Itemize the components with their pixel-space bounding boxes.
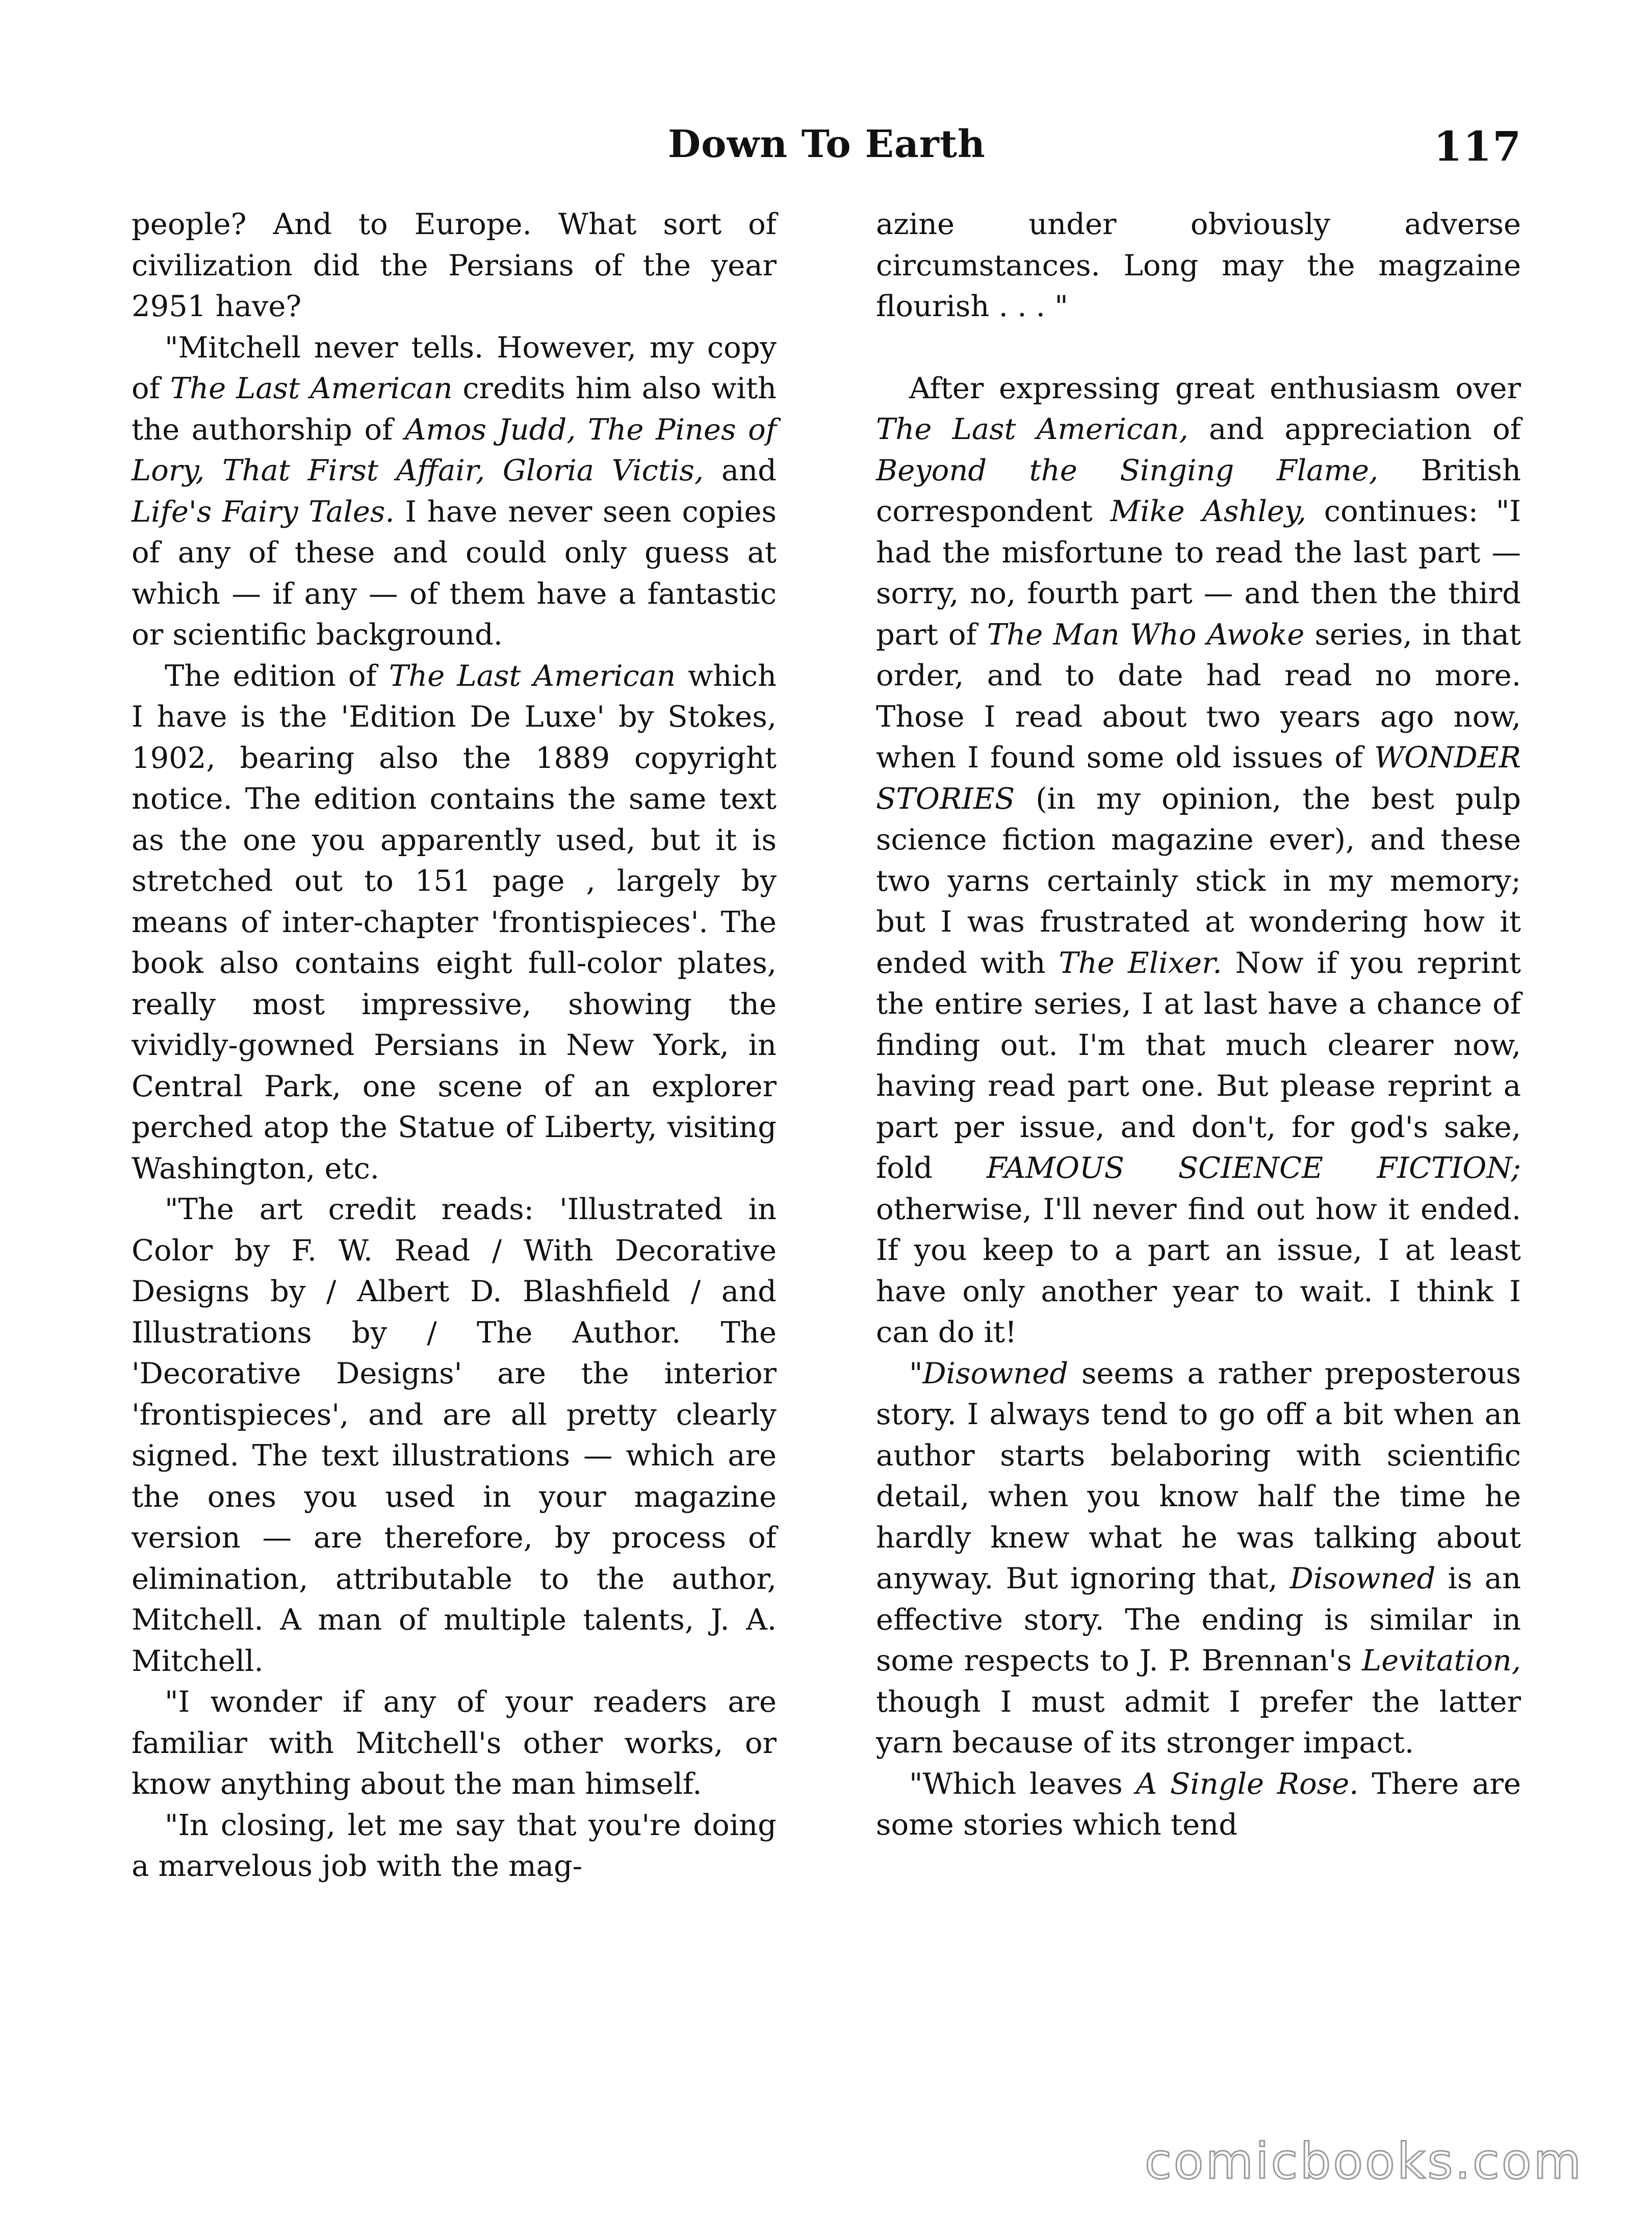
paragraph: "The art credit reads: 'Illustrated in Color by F. W. Read / With Decorative Designs by / Albert D. Blashfield / and Illustrations by / The Author. The 'Decorative Designs' are the interior 'frontispieces', and are all pretty clearly signed. The text illustrations — which are the ones you used in your magazine version — are therefore, by process of elimination, attributable to the author, Mitchell. A man of multiple talents, J. A. Mitchell. [132,1192,777,1678]
left-column [132,204,777,1887]
book-title: The Last American [389,658,676,693]
book-title: The Last American, [876,412,1189,446]
paragraph: people? And to Europe. What sort of civilization did the Persians of the year 2951 have? [132,207,777,323]
book-title: Beyond the Singing Flame, [876,453,1379,487]
running-head: Down To Earth [668,122,986,166]
magazine-title: WONDER STORIES [876,740,1521,816]
right-column [876,204,1521,1846]
book-title: Levitation, [1362,1643,1521,1678]
book-title: The Elixer. [1059,945,1222,980]
book-title: Life's Fairy Tales. [132,494,395,529]
paragraph: "I wonder if any of your readers are familiar with Mitchell's other works, or know anything about the man himself. [132,1685,777,1801]
paragraph: "Mitchell never tells. However, my copy of The Last American credits him also with the authorship of Amos Judd, The Pines of Lory, That First Affair, Gloria Victis, and Life's Fairy Tales. I have never seen copies of any of these and could only guess at which — if any — of them have a fantastic or scientific background. [132,330,777,652]
book-title: Amos Judd, The Pines of Lory, That First Affair, Gloria Victis, [132,412,777,487]
book-title: The Last American [170,371,453,405]
watermark: comicbooks.com [1144,2133,1583,2190]
book-title: The Man Who Awoke [987,617,1305,652]
paragraph: azine under obviously adverse circumstances. Long may the magzaine flourish . . . " [876,207,1521,323]
magazine-title: FAMOUS SCIENCE FICTION; [986,1151,1521,1185]
book-title: Disowned [922,1356,1069,1390]
page-number: 117 [1434,122,1522,170]
correspondent-name: Mike Ashley, [1110,494,1307,528]
paragraph: "Disowned seems a rather preposterous story. I always tend to go off a bit when an author starts belaboring with scientific detail, when you know half the time he hardly knew what he was talking about anyway. But ignoring that, Disowned is an effective story. The ending is similar in some respects to J. P. Brennan's Levitation, though I must admit I prefer the latter yarn because of its stronger impact. [876,1356,1521,1760]
paragraph: "In closing, let me say that you're doing a marvelous job with the mag- [132,1808,777,1883]
paragraph: The edition of The Last American which I have is the 'Edition De Luxe' by Stokes, 1902, bearing also the 1889 copyright notice. The edition contains the same text as the one you apparently used, but it is stretched out to 151 page , largely by means of inter-chapter 'frontispieces'. The book also contains eight full-color plates, really most impressive, showing the vividly-gowned Persians in New York, in Central Park, one scene of an explorer perched atop the Statue of Liberty, visiting Washington, etc. [132,658,777,1185]
book-title: Disowned [1289,1561,1436,1595]
book-title: A Single Rose. [1135,1766,1359,1801]
paragraph: After expressing great enthusiasm over The Last American, and appreciation of Beyond the Singing Flame, British correspondent Mike Ashley, continues: "I had the misfortune to read the last part — sorry, no, fourth part — and then the third part of The Man Who Awoke series, in that order, and to date had read no more. Those I read about two years ago now, when I found some old issues of WONDER STORIES (in my opinion, the best pulp science fiction magazine ever), and these two yarns certainly stick in my memory; but I was frustrated at wondering how it ended with The Elixer. Now if you reprint the entire series, I at last have a chance of finding out. I'm that much clearer now, having read part one. But please reprint a part per issue, and don't, for god's sake, fold FAMOUS SCIENCE FICTION; otherwise, I'll never find out how it ended. If you keep to a part an issue, I at least have only another year to wait. I think I can do it! [876,371,1521,1349]
paragraph: "Which leaves A Single Rose. There are some stories which tend [876,1766,1521,1842]
